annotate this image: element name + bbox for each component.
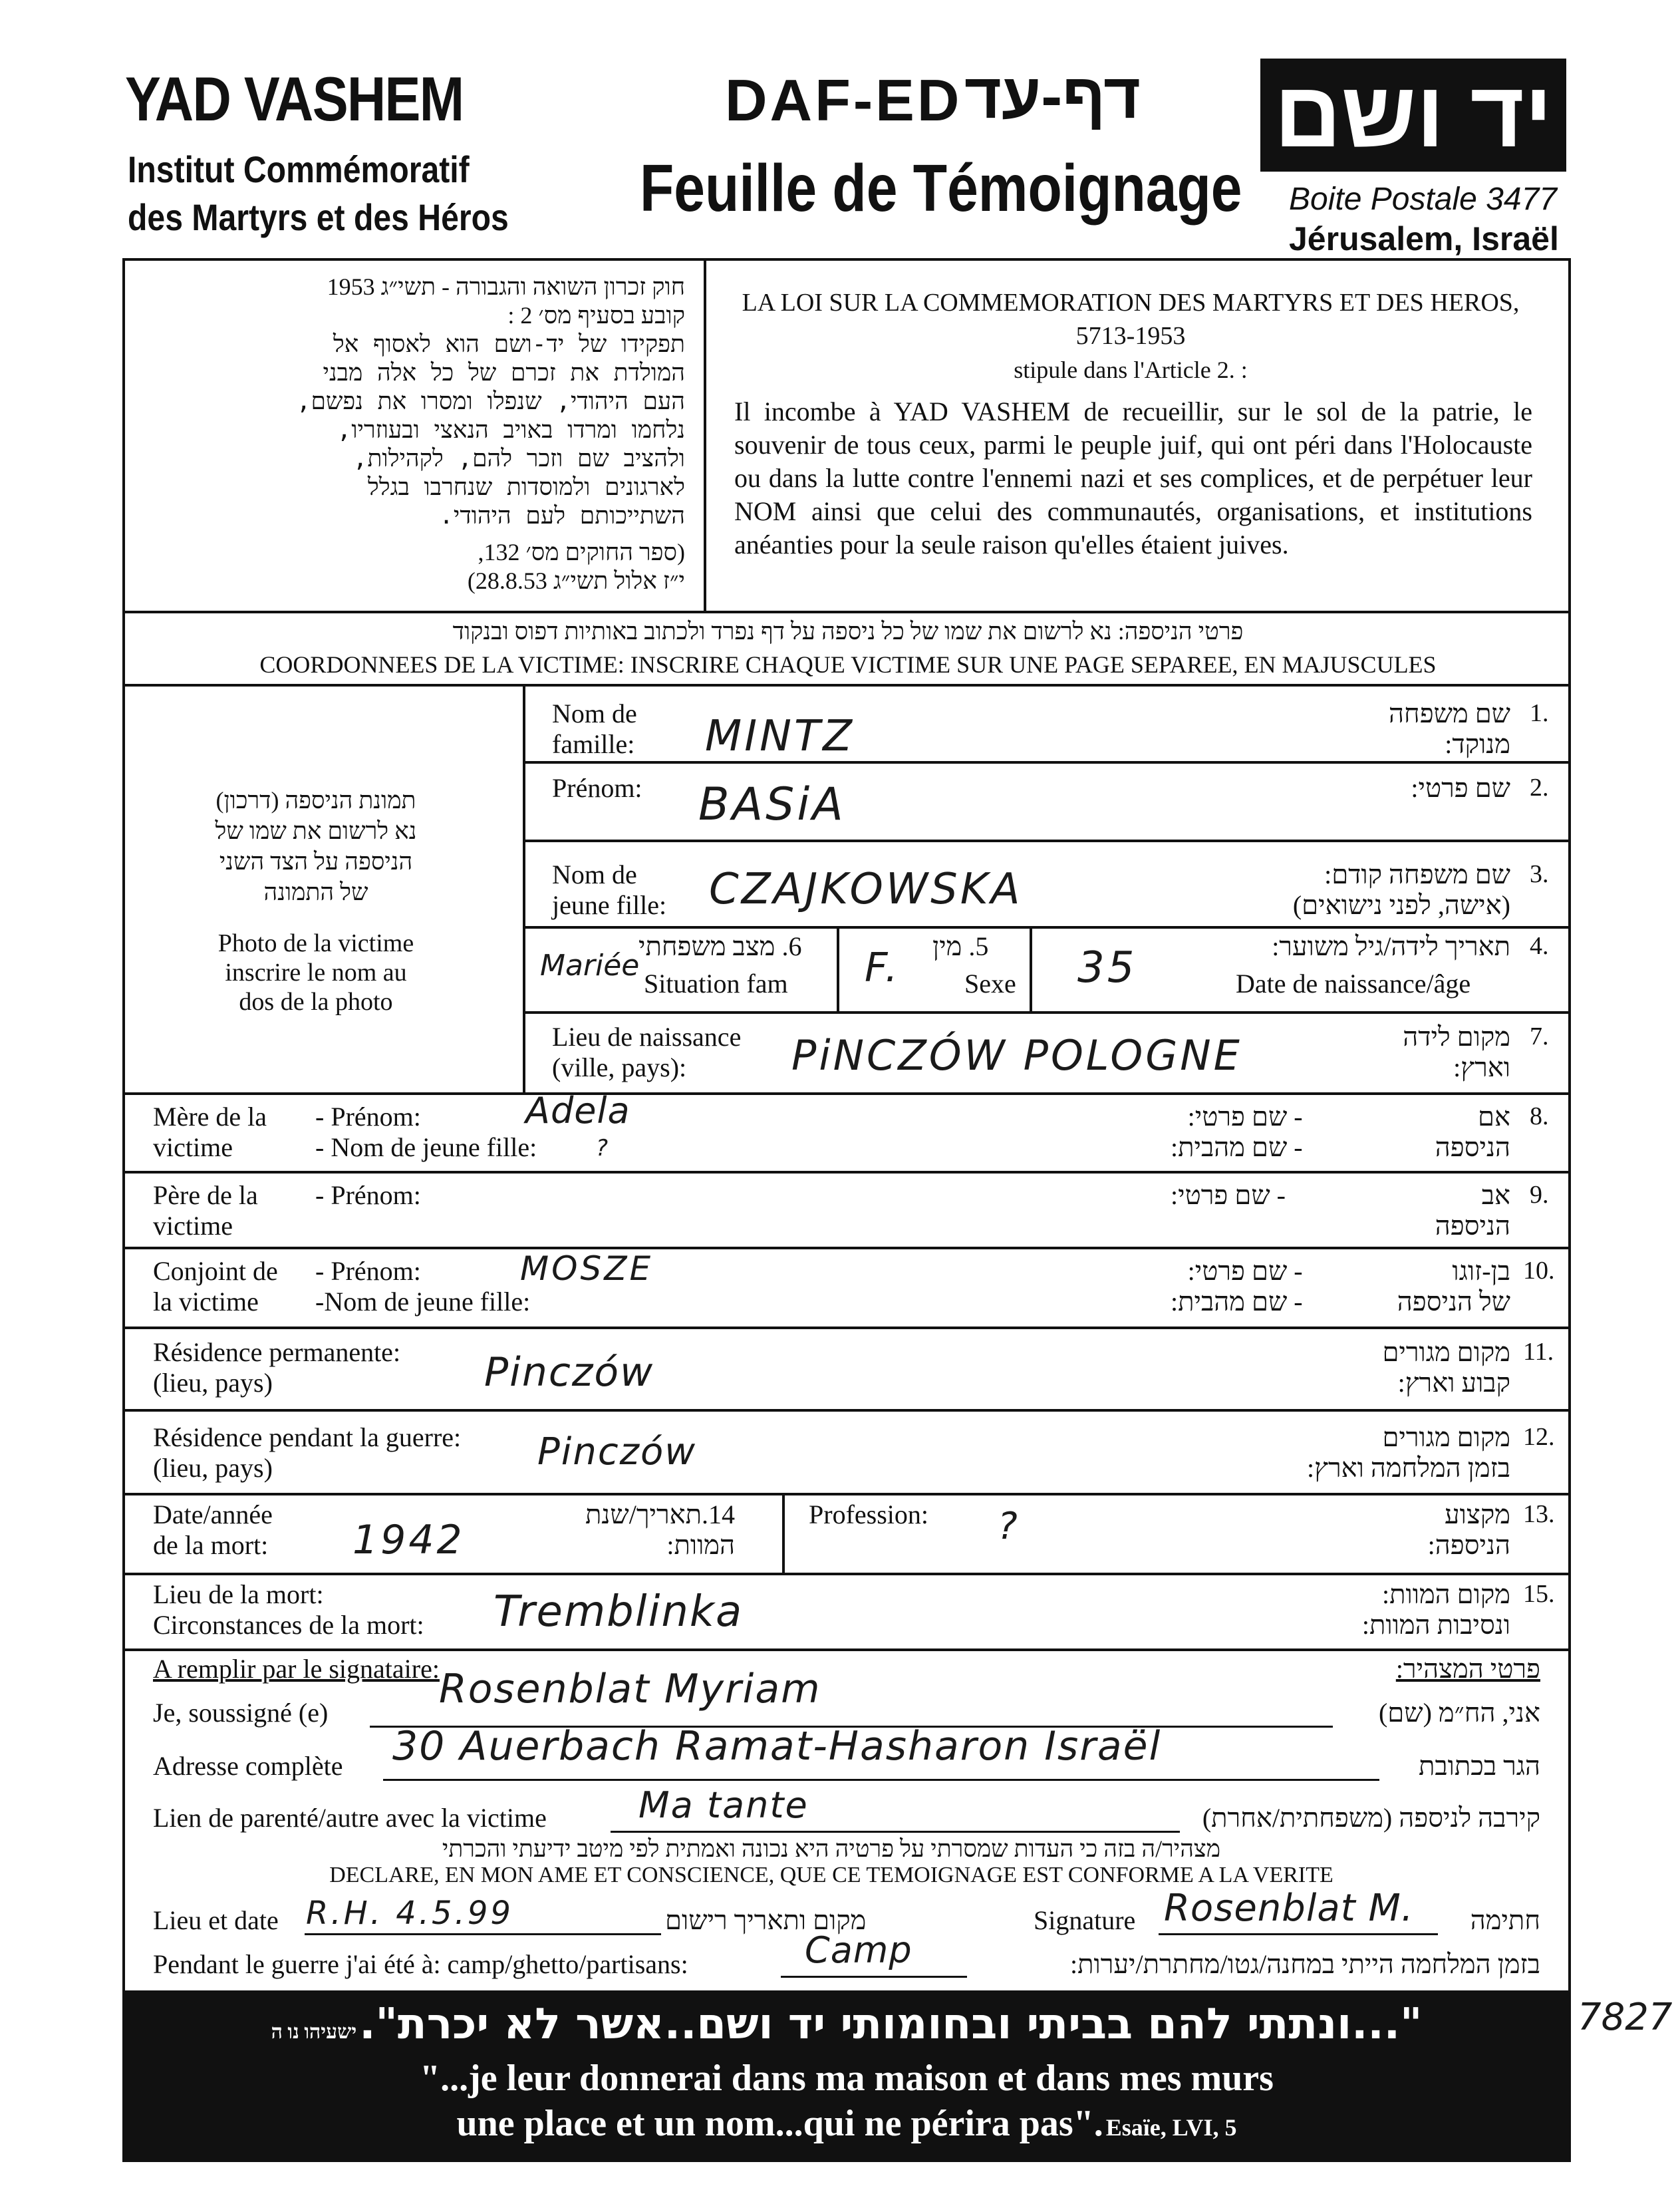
org-subtitle-2: des Martyrs et des Héros (128, 196, 509, 238)
field1-label-he-1: שם משפחה (1389, 699, 1510, 728)
field12-label-he-2: בזמן המלחמה וארץ: (1307, 1453, 1510, 1483)
field15-label-fr (153, 1579, 424, 1641)
field8-label-fr (153, 1102, 267, 1163)
field5-number: 5. (968, 931, 989, 961)
field12-value[interactable]: Pinczów (537, 1430, 697, 1474)
place-date-line (305, 1933, 661, 1935)
declaration-hebrew: מצהיר/ה בזה כי העדות שמסרתי על פרטיה היא נכונה ואמתית לפי מיטב ידיעתי והכרתי (442, 1835, 1221, 1862)
footer-band (122, 1993, 1571, 2162)
signatory-relation-label: Lien de parenté/autre avec la victime (153, 1803, 547, 1833)
field3-label-he-1: שם משפחה קודם: (1324, 860, 1510, 889)
footer-hebrew-text: "...ונתתי להם בביתי ובחומותי יד ושם..אשר לא יכרת". (359, 2000, 1423, 2049)
field2-label-he: שם פרטי: (1411, 773, 1510, 803)
form-code-hebrew: דף-עד (964, 61, 1141, 132)
field10-label-fr (153, 1256, 278, 1317)
row-line (124, 1409, 1570, 1412)
field8-sublabel-2: - Nom de jeune fille: (315, 1132, 537, 1162)
row-line (524, 761, 1570, 764)
field9-label-he-1: אב (1481, 1180, 1510, 1210)
field6-label-fr: Situation fam (644, 969, 788, 999)
photo-hebrew (140, 785, 492, 907)
field13-number: 13. (1523, 1500, 1555, 1528)
law-divider (704, 259, 706, 612)
field1-label-he-2: מנוקד: (1445, 729, 1510, 759)
field14-label-fr-1: Date/année (153, 1499, 273, 1529)
field10-label-fr-1: Conjoint de (153, 1256, 278, 1286)
law-hebrew-line: המולדת את זכרם של כל אלה מבני (323, 359, 685, 387)
law-french-title: LA LOI SUR LA COMMEMORATION DES MARTYRS ET DES HEROS, 5713-1953 (742, 289, 1520, 350)
declaration-french: DECLARE, EN MON AME ET CONSCIENCE, QUE CE TEMOIGNAGE EST CONFORME A LA VERITE (329, 1863, 1333, 1887)
form-code: DAF-ED (725, 67, 962, 133)
place-date-label: Lieu et date (153, 1905, 279, 1935)
field8-hsublabel-1: - שם פרטי: (1187, 1102, 1303, 1132)
law-hebrew-line: השתייכותם לעם היהודי. (439, 502, 685, 530)
victim-header-hebrew: פרטי הניספה: נא לרשום את שמו של כל ניספה על דף נפרד ולכתוב באותיות דפוס ובנקוד (452, 618, 1244, 645)
photo-french-line: inscrire le nom au (225, 959, 407, 987)
org-subtitle-1: Institut Commémoratif (128, 148, 470, 190)
row-line (124, 1327, 1570, 1329)
field14-label-he-1: תאריך/שנת (585, 1499, 702, 1529)
field12-label-fr-1: Résidence pendant la guerre: (153, 1422, 462, 1452)
field7-label-fr-2: (ville, pays): (552, 1052, 687, 1082)
field9-hsublabel: - שם פרטי: (1171, 1180, 1286, 1210)
footer-french-2 (122, 2102, 1571, 2145)
row-line (124, 1247, 1570, 1249)
logo-block (1260, 59, 1566, 172)
row4-divider (1030, 927, 1032, 1013)
signatory-address-value[interactable]: 30 Auerbach Ramat-Hasharon Israël (392, 1723, 1162, 1770)
field15-number: 15. (1523, 1580, 1555, 1608)
field11-label-he (1382, 1337, 1510, 1398)
field9-label-fr-1: Père de la (153, 1180, 258, 1210)
photo-french-line: Photo de la victime (217, 929, 414, 957)
row-line (124, 1493, 1570, 1495)
field4-label-fr: Date de naissance/âge (1236, 969, 1471, 999)
signatory-address-line (383, 1779, 1379, 1781)
field11-label-he-2: קבוע וארץ: (1397, 1368, 1510, 1398)
field8-sublabels (315, 1102, 537, 1163)
signatory-name-label: Je, soussigné (e) (153, 1698, 329, 1728)
law-hebrew-line: לארגונים ולמוסדות שנחרבו בגלל (367, 474, 685, 501)
law-hebrew (140, 273, 685, 595)
field9-label-fr (153, 1180, 258, 1241)
field10-hsublabels (1171, 1256, 1303, 1317)
place-date-label-he: מקום ותאריך רישום (665, 1905, 867, 1935)
field3-label-fr-2: jeune fille: (552, 890, 667, 920)
field11-label-fr (153, 1337, 400, 1398)
field10-hsublabel-2: - שם מהבית: (1171, 1287, 1303, 1317)
footer-hebrew-ref: ישעיהו נו ה (271, 2021, 357, 2043)
signature-line (1159, 1933, 1438, 1935)
field10-number: 10. (1523, 1257, 1555, 1285)
field15-label-he-2: ונסיבות המוות: (1361, 1610, 1510, 1640)
field9-sublabel: - Prénom: (315, 1180, 421, 1210)
field10-label-fr-2: la victime (153, 1287, 259, 1317)
law-hebrew-line: העם היהודי, שנפלו ומסרו את נפשם, (296, 388, 685, 415)
signatory-title-he: פרטי המצהיר: (1395, 1654, 1540, 1684)
field14-label-he-2: המוות: (666, 1530, 736, 1560)
law-hebrew-line: חוק זכרון השואה והגבורה - תשי״ג 1953 (327, 273, 685, 300)
field10-sublabel-1: - Prénom: (315, 1256, 421, 1286)
field5-label-he-text: מין (932, 931, 962, 961)
law-french-stipule: stipule dans l'Article 2. : (1014, 357, 1248, 383)
law-hebrew-line: קובע בסעיף מס׳ 2 : (507, 302, 685, 329)
victim-header-line (124, 684, 1570, 687)
field1-label-fr (552, 699, 637, 760)
field9-label-he (1435, 1180, 1510, 1241)
po-box: Boite Postale 3477 (1289, 182, 1557, 217)
field14-label-fr-2: de la mort: (153, 1530, 269, 1560)
row-line (124, 1171, 1570, 1174)
footer-french-1: "...je leur donnerai dans ma maison et dans mes murs (420, 2058, 1274, 2099)
field13-label-fr: Profession: (809, 1499, 928, 1529)
field7-number: 7. (1530, 1022, 1549, 1050)
field10-hsublabel-1: - שם פרטי: (1187, 1256, 1303, 1286)
field4-number: 4. (1530, 932, 1549, 960)
signatory-name-label-he: אני, הח״מ (שם) (1378, 1698, 1540, 1728)
photo-divider (523, 685, 525, 1094)
field10-sublabels (315, 1256, 530, 1317)
field2-value[interactable]: BASiA (698, 778, 846, 831)
row-line (124, 1092, 1570, 1095)
field12-number: 12. (1523, 1423, 1555, 1451)
field1-number: 1. (1530, 699, 1549, 727)
field3-label-he (1293, 860, 1510, 921)
field6-label-he (638, 931, 802, 962)
field8-value-maiden[interactable]: ? (596, 1135, 611, 1162)
field11-label-he-1: מקום מגורים (1382, 1337, 1510, 1367)
victim-header-french: COORDONNEES DE LA VICTIME: INSCRIRE CHAQUE VICTIME SUR UNE PAGE SEPAREE, EN MAJUSCULES (259, 651, 1437, 678)
field7-label-he-2: וארץ: (1453, 1052, 1510, 1082)
field3-number: 3. (1530, 860, 1549, 888)
field3-value[interactable]: CZAJKOWSKA (709, 865, 1023, 914)
field3-label-fr (552, 860, 666, 921)
field8-value-firstname[interactable]: Adela (525, 1090, 630, 1132)
field13-label-he (1428, 1499, 1510, 1561)
law-french-body: Il incombe à YAD VASHEM de recueillir, sur le sol de la patrie, le souvenir de tous ceux, parmi le peuple juif, qui ont péri dans l'Holocauste ou dans la lutte contre l'ennemi nazi et ses complices, et de perpétuer leur NOM ainsi que celui des communautés, organisations, et institutions anéanties pour la seule raison qu'elles étaient juives. (734, 396, 1532, 559)
law-hebrew-line: נלחמו ומרדו באויב הנאצי ובעוזריו, (337, 416, 685, 444)
field12-label-fr-2: (lieu, pays) (153, 1453, 273, 1483)
field8-sublabel-1: - Prénom: (315, 1102, 421, 1132)
field10-label-he (1397, 1256, 1510, 1317)
field1-label-he (1389, 699, 1510, 760)
field8-label-fr-1: Mère de la (153, 1102, 267, 1132)
footer-french-ref: Esaïe, LVI, 5 (1105, 2114, 1237, 2141)
field7-label-fr (552, 1022, 741, 1083)
field1-label-fr-2: famille: (552, 729, 635, 759)
field3-label-he-2: (אישה, לפני נישואים) (1292, 890, 1510, 920)
field13-label-he-1: מקצוע (1445, 1499, 1510, 1529)
field12-label-fr (153, 1422, 461, 1484)
row4-divider (837, 927, 839, 1013)
field8-label-fr-2: victime (153, 1132, 233, 1162)
field9-number: 9. (1530, 1181, 1549, 1209)
margin-note: 7827 (1578, 1996, 1673, 2039)
field13-label-he-2: הניספה: (1427, 1530, 1510, 1560)
row13-divider (782, 1494, 785, 1574)
wartime-label: Pendant le guerre j'ai été à: camp/ghetto/partisans: (153, 1949, 688, 1979)
field8-hsublabels (1171, 1102, 1303, 1163)
field10-label-he-2: של הניספה (1397, 1287, 1510, 1317)
signatory-title: A remplir par le signataire: (153, 1654, 440, 1684)
form-title: Feuille de Témoignage (640, 151, 1242, 226)
photo-hebrew-line: של התמונה (263, 879, 368, 905)
field8-label-he-1: אם (1478, 1102, 1510, 1132)
footer-hebrew-quote (122, 2000, 1571, 2049)
field13-value[interactable]: ? (998, 1505, 1020, 1548)
signature-label: Signature (1034, 1905, 1136, 1935)
org-name: YAD VASHEM (125, 64, 464, 134)
field7-label-he (1403, 1022, 1510, 1083)
field14-value[interactable]: 1942 (352, 1517, 465, 1563)
field12-label-he-1: מקום מגורים (1382, 1422, 1510, 1452)
field15-value[interactable]: Tremblinka (493, 1587, 744, 1637)
law-bottom-line (124, 611, 1570, 613)
logo-hebrew: יד ושם (1274, 62, 1553, 166)
field11-number: 11. (1523, 1338, 1554, 1366)
field6-number: 6. (781, 931, 802, 961)
law-hebrew-line: ולהציב שם וזכר להם, לקהילות, (352, 445, 685, 472)
wartime-label-he: בזמן המלחמה הייתי במחנה/גטו/מחתרת/יערות: (1070, 1949, 1540, 1979)
field5-label-fr: Sexe (964, 969, 1016, 999)
field8-number: 8. (1530, 1102, 1549, 1130)
field1-label-fr-1: Nom de (552, 699, 637, 728)
place-date-value[interactable]: R.H. 4.5.99 (306, 1895, 513, 1932)
photo-french-line: dos de la photo (239, 988, 393, 1016)
wartime-value[interactable]: Camp (805, 1929, 912, 1971)
field15-label-fr-1: Lieu de la mort: (153, 1579, 324, 1609)
field7-value[interactable]: PiNCZÓW POLOGNE (791, 1031, 1242, 1080)
law-hebrew-line: תפקידו של יד-ושם הוא לאסוף אל (333, 331, 685, 358)
wartime-line (781, 1976, 967, 1978)
signatory-address-label: Adresse complète (153, 1751, 343, 1781)
field3-label-fr-1: Nom de (552, 860, 637, 889)
row-line (124, 1648, 1570, 1651)
field12-label-he (1307, 1422, 1510, 1484)
field10-sublabel-2: -Nom de jeune fille: (315, 1287, 531, 1317)
field6-value[interactable]: Mariée (540, 949, 640, 983)
photo-hebrew-line: נא לרשום את שמו של (215, 818, 417, 844)
field11-value[interactable]: Pinczów (484, 1349, 654, 1396)
signatory-name-value[interactable]: Rosenblat Myriam (439, 1666, 821, 1712)
field10-label-he-1: בן-זוגו (1452, 1256, 1510, 1286)
row-line (524, 926, 1570, 929)
field4-label-he: תאריך לידה/גיל משוער: (1272, 931, 1510, 961)
photo-hebrew-line: הניספה על הצד השני (219, 848, 413, 875)
row-line (124, 1573, 1570, 1575)
field11-label-fr-1: Résidence permanente: (153, 1337, 401, 1367)
field1-value[interactable]: MINTZ (705, 712, 855, 761)
field2-label-fr: Prénom: (552, 773, 642, 803)
field8-label-he (1435, 1102, 1510, 1163)
field14-label-fr (153, 1499, 273, 1561)
city: Jérusalem, Israël (1289, 220, 1559, 257)
field5-value[interactable]: F. (865, 945, 901, 991)
photo-hebrew-line: תמונת הניספה (דרכון) (215, 787, 416, 814)
field9-label-he-2: הניספה (1435, 1211, 1510, 1241)
signatory-relation-line (611, 1831, 1180, 1833)
law-hebrew-line: י״ז אלול תשי״ג 28.8.53) (467, 567, 685, 594)
field5-label-he (932, 931, 988, 962)
field11-label-fr-2: (lieu, pays) (153, 1368, 273, 1398)
row-line (524, 840, 1570, 842)
signatory-address-label-he: הגר בכתובת (1419, 1751, 1540, 1781)
signature-value[interactable]: Rosenblat M. (1164, 1887, 1414, 1930)
row-line (524, 1011, 1570, 1014)
field2-number: 2. (1530, 774, 1549, 802)
field4-value[interactable]: 35 (1077, 943, 1137, 993)
field6-label-he-text: מצב משפחתי (638, 931, 775, 961)
photo-french (140, 929, 492, 1017)
signature-label-he: חתימה (1470, 1905, 1540, 1935)
field14-label-he (585, 1499, 735, 1561)
field8-hsublabel-2: - שם מהבית: (1171, 1132, 1303, 1162)
signatory-relation-label-he: קירבה לניספה (משפחתית/אחרת) (1202, 1803, 1540, 1833)
law-hebrew-line: (ספר החוקים מס׳ 132, (478, 539, 685, 565)
field14-number: 14. (702, 1499, 736, 1529)
field15-label-he-1: מקום המוות: (1381, 1579, 1510, 1609)
field15-label-he (1362, 1579, 1510, 1641)
field8-label-he-2: הניספה (1435, 1132, 1510, 1162)
field7-label-fr-1: Lieu de naissance (552, 1022, 742, 1052)
footer-french-2-text: une place et un nom...qui ne périra pas". (456, 2103, 1103, 2144)
field7-label-he-1: מקום לידה (1403, 1022, 1510, 1052)
field15-label-fr-2: Circonstances de la mort: (153, 1610, 424, 1640)
signatory-relation-value[interactable]: Ma tante (638, 1784, 809, 1826)
field10-value-firstname[interactable]: MOSZE (520, 1249, 654, 1288)
field9-label-fr-2: victime (153, 1211, 233, 1241)
